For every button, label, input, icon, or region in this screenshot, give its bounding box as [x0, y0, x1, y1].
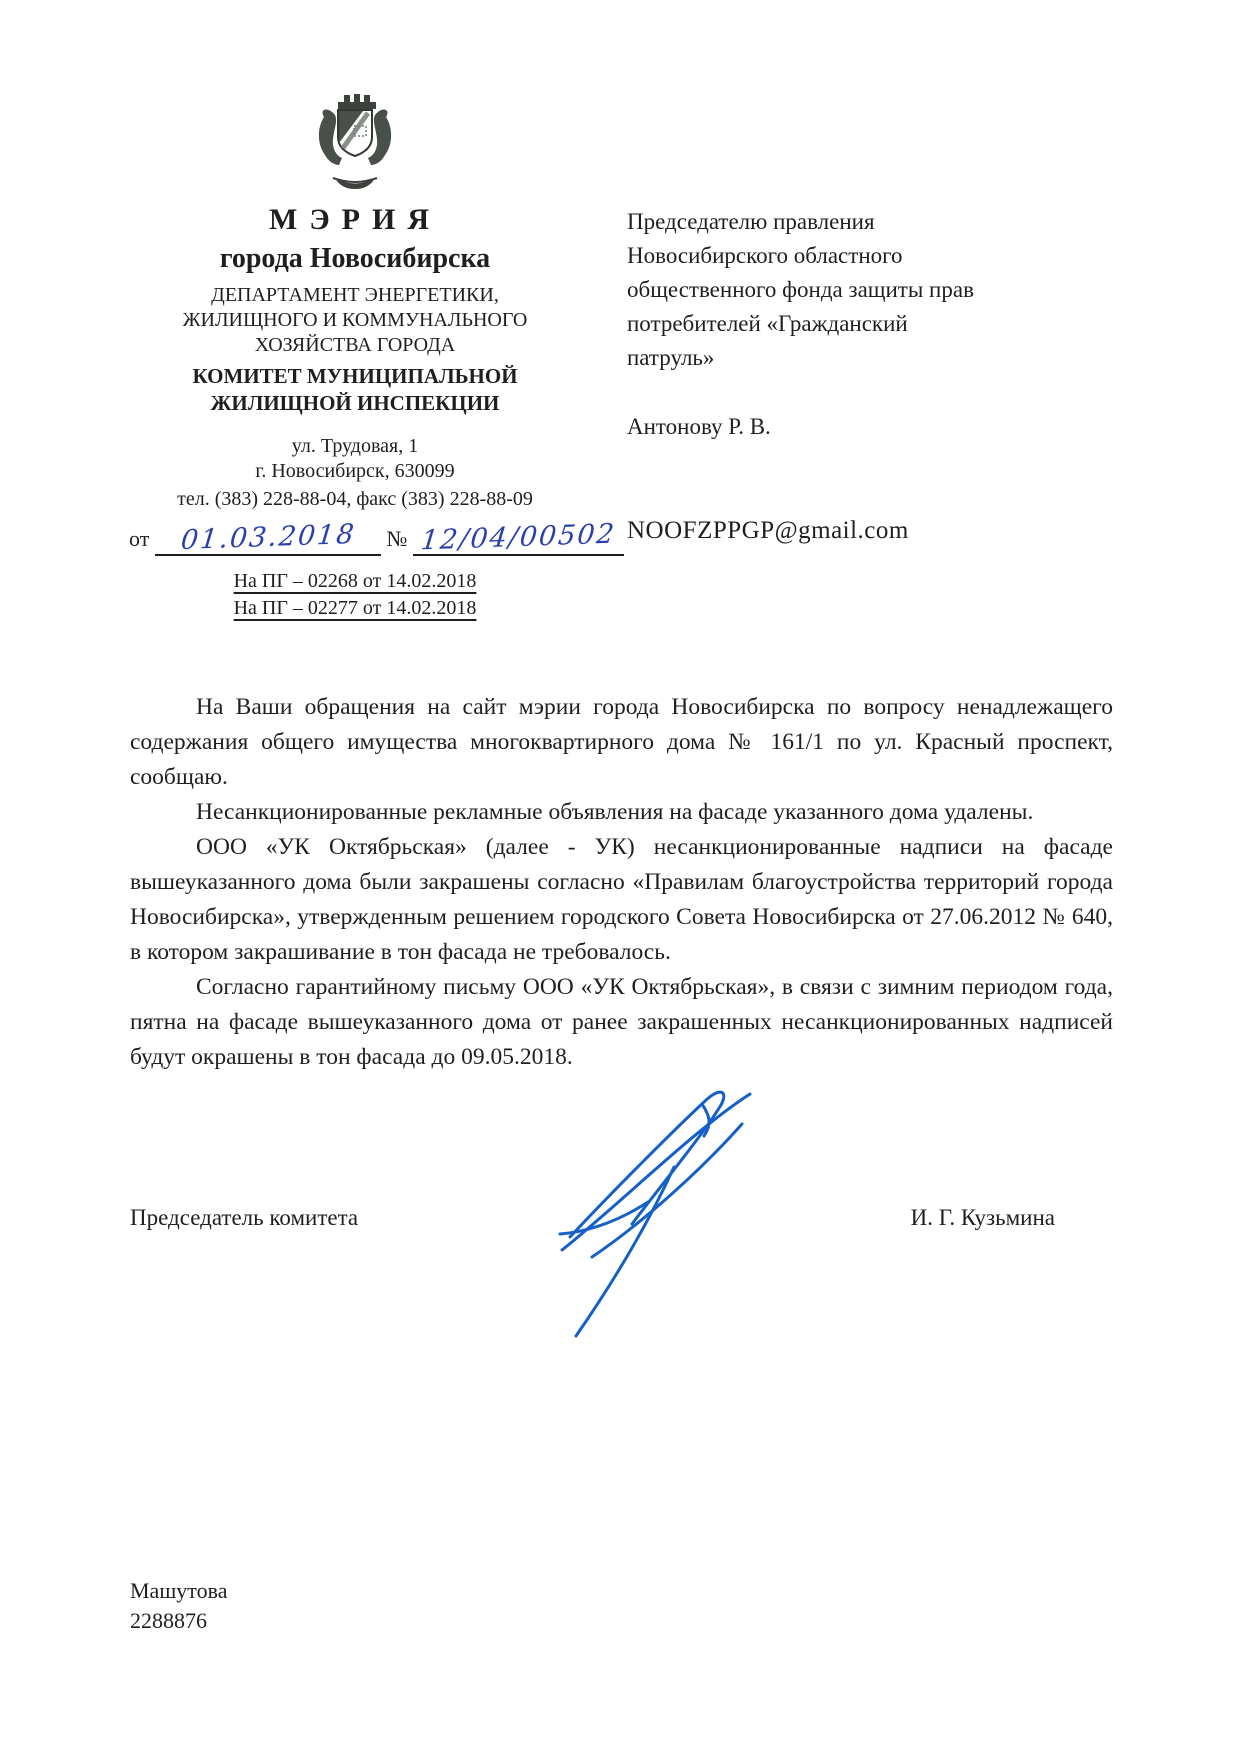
dept-line-3: ХОЗЯЙСТВА ГОРОДА [254, 334, 456, 356]
outgoing-number-value: 12/04/00502 [419, 518, 618, 557]
paragraph-4: Согласно гарантийному письму ООО «УК Октябрьская», в связи с зимним периодом года, пятна на фасаде вышеуказанного дома от ранее закрашенных несанкционированных надписей будут окрашены в тон фасада до 09.05.2018. [130, 974, 1113, 1070]
ref-line-2: На ПГ – 02277 от 14.02.2018 [233, 597, 477, 619]
letterhead [115, 88, 618, 622]
addressee-line-5: патруль» [627, 345, 715, 370]
outgoing-date-line [115, 518, 618, 557]
paragraph-1: На Ваши обращения на сайт мэрии города Новосибирска по вопросу ненадлежащего содержания общего имущества многоквартирного дома № 161/1 по ул. Красный проспект, сообщаю. [130, 694, 1113, 790]
phone-line: тел. (383) 228-88-04, факс (383) 228-88-09 [177, 488, 533, 510]
addressee-line-1: Председателю правления [627, 209, 875, 234]
addressee-line-3: общественного фонда защиты прав [627, 277, 974, 302]
addressee-email: NOOFZPPGP@gmail.com [627, 517, 909, 544]
novosibirsk-coat-of-arms-icon [305, 88, 405, 192]
signer-name: И. Г. Кузьмина [910, 1205, 1055, 1230]
org-name-line1: МЭРИЯ [269, 203, 441, 236]
reference-block [115, 568, 595, 622]
handwritten-pen-signature-icon [552, 1072, 782, 1342]
addressee-line-2: Новосибирского областного [627, 243, 903, 268]
addressee-block [627, 205, 1107, 548]
executor-block [130, 1576, 227, 1636]
executor-phone: 2288876 [130, 1608, 207, 1633]
committee-line-1: КОМИТЕТ МУНИЦИПАЛЬНОЙ [192, 364, 518, 388]
outgoing-date-value: 01.03.2018 [178, 518, 357, 557]
dept-line-1: ДЕПАРТАМЕНТ ЭНЕРГЕТИКИ, [211, 284, 499, 306]
ref-line-1: На ПГ – 02268 от 14.02.2018 [233, 570, 477, 592]
paragraph-3: ООО «УК Октябрьская» (далее - УК) несанкционированные надписи на фасаде вышеуказанного дома были закрашены согласно «Правилам благоустройства территорий города Новосибирска», утвержденным решением городского Совета Новосибирска от 27.06.2012 № 640, в котором закрашивание в тон фасада не требовалось. [130, 834, 1113, 965]
number-prefix: № [386, 526, 408, 551]
letter-body [130, 690, 1113, 1075]
committee-line-2: ЖИЛИЩНОЙ ИНСПЕКЦИИ [210, 391, 500, 415]
addressee-name: Антонову Р. В. [627, 414, 771, 439]
signer-title: Председатель комитета [130, 1205, 359, 1230]
address-line-2: г. Новосибирск, 630099 [255, 460, 455, 482]
dept-line-2: ЖИЛИЩНОГО И КОММУНАЛЬНОГО [182, 309, 528, 331]
date-prefix: от [129, 526, 150, 551]
executor-name: Машутова [130, 1578, 228, 1603]
addressee-line-4: потребителей «Гражданский [627, 311, 908, 336]
org-name-line2: города Новосибирска [219, 243, 491, 274]
paragraph-2: Несанкционированные рекламные объявления на фасаде указанного дома удалены. [196, 799, 1034, 825]
address-line-1: ул. Трудовая, 1 [291, 435, 419, 457]
number-blank [413, 518, 624, 557]
date-blank [155, 518, 381, 557]
